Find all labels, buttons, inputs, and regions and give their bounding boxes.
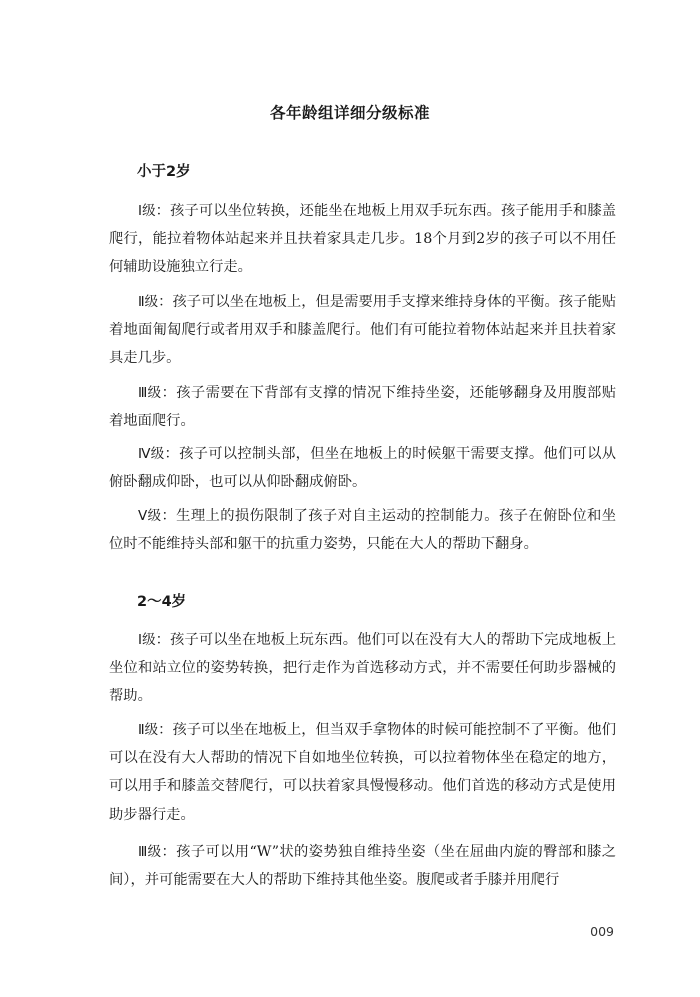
paragraph-text: ：孩子可以用“W”状的姿势独自维持坐姿（坐在屈曲内旋的臀部和膝之间），并可能需要在大人的帮助下维持其他坐姿。腹爬或者手膝并用爬行 [109,844,617,889]
paragraph-level-4 [109,440,616,496]
paragraph-text: ：孩子可以坐位转换，还能坐在地板上用双手玩东西。孩子能用手和膝盖爬行，能拉着物体站起来并且扶着家具走几步。18个月到2岁的孩子可以不用任何辅助设施独立行走。 [109,203,617,276]
paragraph-text: ：孩子可以坐在地板上玩东西。他们可以在没有大人的帮助下完成地板上坐位和站立位的姿势转换，把行走作为首选移动方式，并不需要任何助步器械的帮助。 [109,632,617,705]
level-label: Ⅰ级 [138,632,156,648]
level-label: Ⅳ级 [138,446,165,462]
paragraph-level-3 [109,838,616,894]
paragraph-level-2 [109,716,616,829]
paragraph-level-3 [109,379,616,435]
paragraph-text: ：生理上的损伤限制了孩子对自主运动的控制能力。孩子在俯卧位和坐位时不能维持头部和躯干的抗重力姿势，只能在大人的帮助下翻身。 [109,508,616,553]
paragraph-text: ：孩子可以坐在地板上，但是需要用手支撑来维持身体的平衡。孩子能贴着地面匍匐爬行或者用双手和膝盖爬行。他们有可能拉着物体站起来并且扶着家具走几步。 [109,294,616,367]
level-label: Ⅱ级 [138,722,159,738]
paragraph-level-2 [109,288,616,373]
paragraph-text: ：孩子可以控制头部，但坐在地板上的时候躯干需要支撑。他们可以从俯卧翻成仰卧，也可以从仰卧翻成俯卧。 [109,446,616,491]
page-title: 各年龄组详细分级标准 [269,104,430,122]
level-label: Ⅱ级 [138,294,159,310]
paragraph-level-5 [109,502,616,558]
section-heading-2-to-4: 2～4岁 [137,594,187,610]
paragraph-text: ：孩子需要在下背部有支撑的情况下维持坐姿，还能够翻身及用腹部贴着地面爬行。 [109,385,616,430]
paragraph-text: ：孩子可以坐在地板上，但当双手拿物体的时候可能控制不了平衡。他们可以在没有大人帮助的情况下自如地坐位转换，可以拉着物体坐在稳定的地方，可以用手和膝盖交替爬行，可以扶着家具慢慢移动。他们首选的移动方式是使用助步器行走。 [109,722,616,823]
level-label: Ⅴ级 [138,508,162,524]
paragraph-level-1 [109,197,616,282]
paragraph-level-1 [109,626,616,711]
level-label: Ⅲ级 [138,385,162,401]
level-label: Ⅲ级 [138,844,162,860]
page-number: 009 [590,924,614,939]
section-heading-under-2: 小于2岁 [137,164,191,180]
level-label: Ⅰ级 [138,203,156,219]
